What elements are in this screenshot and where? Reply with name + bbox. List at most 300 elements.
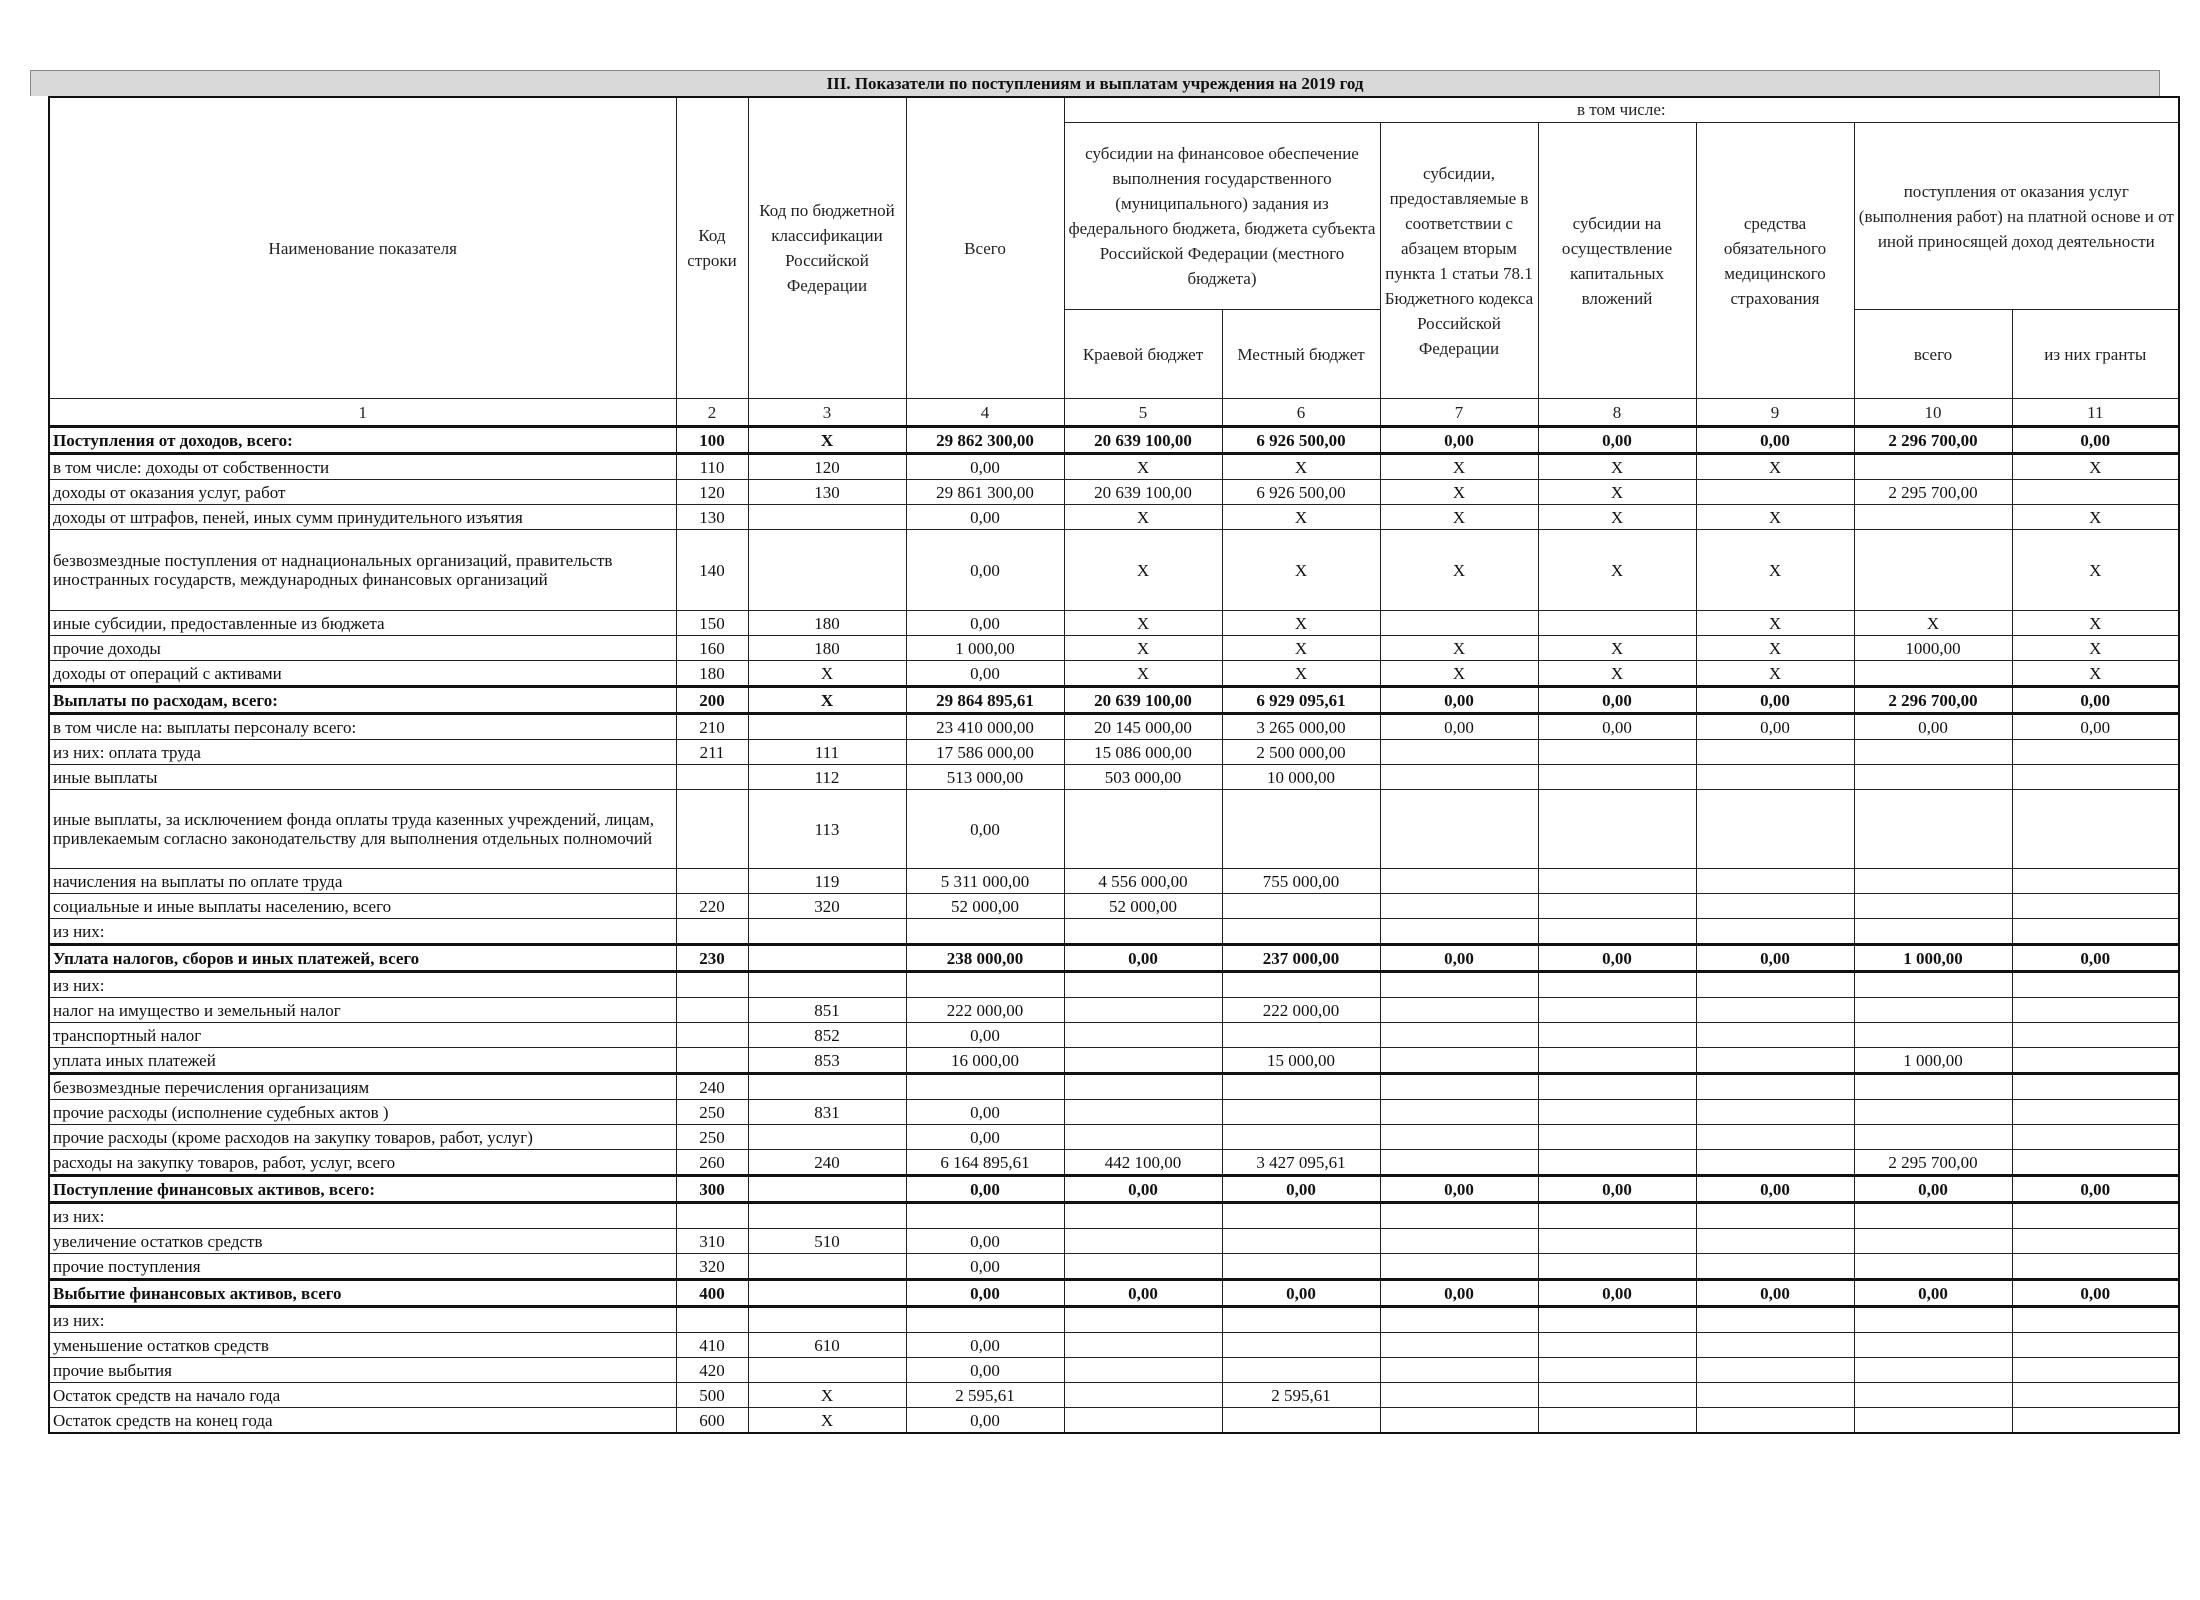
value-cell: [748, 1254, 906, 1280]
value-cell: 2 595,61: [906, 1383, 1064, 1408]
value-cell: 220: [676, 894, 748, 919]
value-cell: 113: [748, 790, 906, 869]
value-cell: [1538, 1333, 1696, 1358]
value-cell: 0,00: [906, 1023, 1064, 1048]
value-cell: [1380, 1383, 1538, 1408]
indicators-table: [48, 96, 2180, 1434]
value-cell: [1380, 1229, 1538, 1254]
value-cell: 250: [676, 1125, 748, 1150]
value-cell: X: [1538, 454, 1696, 480]
value-cell: 0,00: [1064, 1280, 1222, 1307]
value-cell: [1380, 1125, 1538, 1150]
value-cell: [1064, 1074, 1222, 1100]
value-cell: [1380, 1254, 1538, 1280]
value-cell: [1696, 1254, 1854, 1280]
indicator-name-cell: безвозмездные поступления от наднациональных организаций, правительств иностранных государств, международных финансовых организаций: [49, 530, 676, 611]
value-cell: [1222, 894, 1380, 919]
value-cell: [2012, 869, 2179, 894]
value-cell: 15 000,00: [1222, 1048, 1380, 1074]
value-cell: [2012, 1125, 2179, 1150]
value-cell: [2012, 1229, 2179, 1254]
table-row: [49, 1125, 2179, 1150]
column-number-cell: 7: [1380, 399, 1538, 427]
value-cell: 320: [676, 1254, 748, 1280]
value-cell: 20 639 100,00: [1064, 687, 1222, 714]
indicator-name-cell: социальные и иные выплаты населению, всего: [49, 894, 676, 919]
value-cell: [1538, 740, 1696, 765]
value-cell: 16 000,00: [906, 1048, 1064, 1074]
indicator-name-cell: из них:: [49, 972, 676, 998]
value-cell: X: [1064, 530, 1222, 611]
table-row: [49, 972, 2179, 998]
value-cell: [1064, 1229, 1222, 1254]
value-cell: [1380, 740, 1538, 765]
value-cell: X: [1380, 480, 1538, 505]
value-cell: [2012, 919, 2179, 945]
value-cell: [1854, 1333, 2012, 1358]
indicator-name-cell: прочие поступления: [49, 1254, 676, 1280]
value-cell: 20 639 100,00: [1064, 480, 1222, 505]
value-cell: 1000,00: [1854, 636, 2012, 661]
table-row: [49, 454, 2179, 480]
value-cell: 6 926 500,00: [1222, 427, 1380, 454]
value-cell: 852: [748, 1023, 906, 1048]
value-cell: 110: [676, 454, 748, 480]
value-cell: [1064, 1125, 1222, 1150]
value-cell: 0,00: [1064, 1176, 1222, 1203]
value-cell: 0,00: [2012, 427, 2179, 454]
value-cell: X: [1064, 636, 1222, 661]
table-body: [49, 427, 2179, 1434]
value-cell: 0,00: [1538, 1280, 1696, 1307]
value-cell: 510: [748, 1229, 906, 1254]
value-cell: [1538, 765, 1696, 790]
value-cell: 0,00: [906, 1358, 1064, 1383]
value-cell: [1222, 1307, 1380, 1333]
table-row: [49, 1358, 2179, 1383]
indicator-name-cell: в том числе: доходы от собственности: [49, 454, 676, 480]
value-cell: [1854, 1229, 2012, 1254]
value-cell: 0,00: [906, 505, 1064, 530]
value-cell: [1696, 1408, 1854, 1434]
value-cell: [1380, 1203, 1538, 1229]
value-cell: [2012, 740, 2179, 765]
value-cell: X: [1538, 661, 1696, 687]
indicator-name-cell: Остаток средств на начало года: [49, 1383, 676, 1408]
value-cell: 222 000,00: [1222, 998, 1380, 1023]
header-in-that: в том числе:: [1064, 97, 2179, 123]
indicator-name-cell: Поступления от доходов, всего:: [49, 427, 676, 454]
header-local-budget: Местный бюджет: [1222, 310, 1380, 399]
value-cell: 0,00: [906, 1280, 1064, 1307]
value-cell: 6 164 895,61: [906, 1150, 1064, 1176]
value-cell: [1696, 1125, 1854, 1150]
table-row: [49, 505, 2179, 530]
value-cell: [1696, 998, 1854, 1023]
value-cell: 0,00: [1538, 1176, 1696, 1203]
value-cell: 0,00: [1854, 1176, 2012, 1203]
table-row: [49, 1203, 2179, 1229]
value-cell: 52 000,00: [906, 894, 1064, 919]
value-cell: 0,00: [1538, 427, 1696, 454]
value-cell: X: [748, 661, 906, 687]
indicator-name-cell: в том числе на: выплаты персоналу всего:: [49, 714, 676, 740]
indicator-name-cell: Поступление финансовых активов, всего:: [49, 1176, 676, 1203]
value-cell: [906, 972, 1064, 998]
value-cell: [676, 869, 748, 894]
column-number-cell: 3: [748, 399, 906, 427]
value-cell: 503 000,00: [1064, 765, 1222, 790]
header-paid-grants: из них гранты: [2012, 310, 2179, 399]
value-cell: 0,00: [1222, 1176, 1380, 1203]
value-cell: X: [1696, 636, 1854, 661]
value-cell: 300: [676, 1176, 748, 1203]
value-cell: [2012, 972, 2179, 998]
value-cell: [2012, 1150, 2179, 1176]
indicator-name-cell: Уплата налогов, сборов и иных платежей, всего: [49, 945, 676, 972]
value-cell: 17 586 000,00: [906, 740, 1064, 765]
value-cell: [1696, 1203, 1854, 1229]
indicator-name-cell: прочие расходы (исполнение судебных актов ): [49, 1100, 676, 1125]
value-cell: [1538, 869, 1696, 894]
value-cell: 150: [676, 611, 748, 636]
value-cell: 0,00: [906, 454, 1064, 480]
value-cell: [1538, 1100, 1696, 1125]
table-row: [49, 636, 2179, 661]
value-cell: X: [748, 1383, 906, 1408]
value-cell: [2012, 1307, 2179, 1333]
value-cell: X: [1696, 530, 1854, 611]
column-number-cell: 11: [2012, 399, 2179, 427]
value-cell: [906, 1203, 1064, 1229]
value-cell: 15 086 000,00: [1064, 740, 1222, 765]
value-cell: 0,00: [906, 1333, 1064, 1358]
table-row: [49, 1176, 2179, 1203]
section-title: III. Показатели по поступлениям и выплатам учреждения на 2019 год: [30, 70, 2160, 96]
value-cell: 4 556 000,00: [1064, 869, 1222, 894]
value-cell: 1 000,00: [1854, 1048, 2012, 1074]
value-cell: [748, 714, 906, 740]
value-cell: 0,00: [906, 1229, 1064, 1254]
value-cell: [748, 1125, 906, 1150]
indicator-name-cell: прочие выбытия: [49, 1358, 676, 1383]
value-cell: 230: [676, 945, 748, 972]
header-paid-services: поступления от оказания услуг (выполнения работ) на платной основе и от иной приносящей доход деятельности: [1854, 123, 2179, 310]
value-cell: [1064, 1358, 1222, 1383]
value-cell: X: [1064, 611, 1222, 636]
value-cell: [1696, 1333, 1854, 1358]
value-cell: X: [1380, 636, 1538, 661]
value-cell: [1696, 869, 1854, 894]
value-cell: 10 000,00: [1222, 765, 1380, 790]
value-cell: [1538, 972, 1696, 998]
value-cell: 2 295 700,00: [1854, 1150, 2012, 1176]
value-cell: [2012, 790, 2179, 869]
value-cell: [748, 1176, 906, 1203]
indicator-name-cell: из них:: [49, 919, 676, 945]
value-cell: [1696, 1307, 1854, 1333]
value-cell: [1854, 1125, 2012, 1150]
table-row: [49, 1408, 2179, 1434]
value-cell: [1854, 869, 2012, 894]
value-cell: [1696, 1150, 1854, 1176]
header-code-budget: Код по бюджетной классификации Российской Федерации: [748, 97, 906, 399]
value-cell: X: [1696, 661, 1854, 687]
indicator-name-cell: транспортный налог: [49, 1023, 676, 1048]
value-cell: X: [1696, 454, 1854, 480]
value-cell: [1854, 894, 2012, 919]
value-cell: 3 427 095,61: [1222, 1150, 1380, 1176]
value-cell: [1538, 1229, 1696, 1254]
value-cell: 200: [676, 687, 748, 714]
value-cell: 0,00: [906, 530, 1064, 611]
value-cell: 320: [748, 894, 906, 919]
value-cell: X: [2012, 661, 2179, 687]
value-cell: [748, 945, 906, 972]
value-cell: [1538, 1150, 1696, 1176]
indicator-name-cell: доходы от операций с активами: [49, 661, 676, 687]
value-cell: [1064, 1307, 1222, 1333]
value-cell: [1696, 1023, 1854, 1048]
value-cell: [1380, 1150, 1538, 1176]
column-number-cell: 8: [1538, 399, 1696, 427]
value-cell: 0,00: [2012, 1280, 2179, 1307]
value-cell: [1538, 998, 1696, 1023]
value-cell: X: [1538, 530, 1696, 611]
value-cell: [1380, 1074, 1538, 1100]
value-cell: 2 295 700,00: [1854, 480, 2012, 505]
table-row: [49, 790, 2179, 869]
value-cell: [1854, 1100, 2012, 1125]
value-cell: [906, 1074, 1064, 1100]
value-cell: [1538, 894, 1696, 919]
value-cell: [1696, 919, 1854, 945]
indicator-name-cell: уменьшение остатков средств: [49, 1333, 676, 1358]
value-cell: 111: [748, 740, 906, 765]
value-cell: [1854, 1383, 2012, 1408]
value-cell: 0,00: [1064, 945, 1222, 972]
value-cell: [1854, 1023, 2012, 1048]
value-cell: [2012, 1048, 2179, 1074]
value-cell: 2 296 700,00: [1854, 687, 2012, 714]
column-number-cell: 1: [49, 399, 676, 427]
value-cell: [1696, 740, 1854, 765]
table-row: [49, 661, 2179, 687]
value-cell: X: [1064, 505, 1222, 530]
table-row: [49, 919, 2179, 945]
value-cell: 0,00: [906, 1100, 1064, 1125]
value-cell: [676, 972, 748, 998]
value-cell: [1222, 1023, 1380, 1048]
indicator-name-cell: Выплаты по расходам, всего:: [49, 687, 676, 714]
value-cell: 237 000,00: [1222, 945, 1380, 972]
value-cell: 0,00: [2012, 687, 2179, 714]
value-cell: 29 861 300,00: [906, 480, 1064, 505]
value-cell: [2012, 1023, 2179, 1048]
value-cell: [2012, 1074, 2179, 1100]
value-cell: 310: [676, 1229, 748, 1254]
value-cell: 0,00: [1380, 427, 1538, 454]
value-cell: 0,00: [906, 611, 1064, 636]
value-cell: X: [2012, 530, 2179, 611]
value-cell: [1854, 972, 2012, 998]
table-row: [49, 1333, 2179, 1358]
value-cell: [1696, 972, 1854, 998]
value-cell: [1064, 972, 1222, 998]
value-cell: [1854, 1254, 2012, 1280]
value-cell: 180: [676, 661, 748, 687]
value-cell: [1538, 1307, 1696, 1333]
table-row: [49, 530, 2179, 611]
value-cell: [2012, 1203, 2179, 1229]
value-cell: 0,00: [1380, 1280, 1538, 1307]
value-cell: 2 595,61: [1222, 1383, 1380, 1408]
value-cell: 0,00: [1380, 1176, 1538, 1203]
value-cell: 851: [748, 998, 906, 1023]
value-cell: [1064, 1203, 1222, 1229]
value-cell: [1538, 1383, 1696, 1408]
value-cell: [1064, 1023, 1222, 1048]
value-cell: [1696, 1229, 1854, 1254]
value-cell: [1222, 1229, 1380, 1254]
value-cell: 0,00: [1380, 714, 1538, 740]
value-cell: [1222, 1358, 1380, 1383]
value-cell: [748, 1307, 906, 1333]
column-number-cell: 5: [1064, 399, 1222, 427]
value-cell: 180: [748, 611, 906, 636]
value-cell: [1538, 1074, 1696, 1100]
value-cell: [1380, 1307, 1538, 1333]
value-cell: [2012, 1100, 2179, 1125]
table-row: [49, 945, 2179, 972]
table-row: [49, 765, 2179, 790]
value-cell: [1222, 972, 1380, 998]
indicator-name-cell: налог на имущество и земельный налог: [49, 998, 676, 1023]
value-cell: [1854, 661, 2012, 687]
value-cell: [1380, 790, 1538, 869]
value-cell: [1538, 919, 1696, 945]
value-cell: 29 864 895,61: [906, 687, 1064, 714]
value-cell: 0,00: [1222, 1280, 1380, 1307]
value-cell: [1222, 1203, 1380, 1229]
value-cell: [1696, 1383, 1854, 1408]
value-cell: [1538, 1254, 1696, 1280]
table-row: [49, 1307, 2179, 1333]
value-cell: [1064, 1333, 1222, 1358]
value-cell: [1696, 480, 1854, 505]
value-cell: 0,00: [1696, 714, 1854, 740]
value-cell: [748, 530, 906, 611]
table-row: [49, 1048, 2179, 1074]
value-cell: 0,00: [1696, 945, 1854, 972]
value-cell: [1538, 1125, 1696, 1150]
value-cell: X: [2012, 505, 2179, 530]
value-cell: 240: [748, 1150, 906, 1176]
value-cell: X: [2012, 636, 2179, 661]
indicator-name-cell: прочие доходы: [49, 636, 676, 661]
value-cell: X: [1222, 611, 1380, 636]
value-cell: [1222, 1074, 1380, 1100]
table-row: [49, 611, 2179, 636]
value-cell: 513 000,00: [906, 765, 1064, 790]
value-cell: [1380, 1358, 1538, 1383]
value-cell: 0,00: [1854, 714, 2012, 740]
value-cell: [748, 505, 906, 530]
value-cell: [676, 919, 748, 945]
value-cell: [748, 972, 906, 998]
value-cell: 755 000,00: [1222, 869, 1380, 894]
header-regional-budget: Краевой бюджет: [1064, 310, 1222, 399]
value-cell: 0,00: [1538, 714, 1696, 740]
value-cell: [1380, 1100, 1538, 1125]
value-cell: [1064, 1100, 1222, 1125]
value-cell: [1538, 1358, 1696, 1383]
indicator-name-cell: расходы на закупку товаров, работ, услуг, всего: [49, 1150, 676, 1176]
value-cell: 0,00: [1696, 1280, 1854, 1307]
value-cell: X: [1380, 454, 1538, 480]
value-cell: 0,00: [906, 661, 1064, 687]
table-row: [49, 427, 2179, 454]
value-cell: [2012, 1333, 2179, 1358]
value-cell: 2 296 700,00: [1854, 427, 2012, 454]
value-cell: 238 000,00: [906, 945, 1064, 972]
report-sheet: [34, 70, 2174, 1434]
value-cell: 0,00: [2012, 945, 2179, 972]
indicator-name-cell: увеличение остатков средств: [49, 1229, 676, 1254]
value-cell: 0,00: [1696, 1176, 1854, 1203]
value-cell: [906, 919, 1064, 945]
table-row: [49, 740, 2179, 765]
value-cell: 500: [676, 1383, 748, 1408]
value-cell: 420: [676, 1358, 748, 1383]
column-number-cell: 6: [1222, 399, 1380, 427]
value-cell: [1380, 998, 1538, 1023]
value-cell: X: [1064, 454, 1222, 480]
value-cell: [1538, 790, 1696, 869]
value-cell: [1538, 1408, 1696, 1434]
value-cell: 140: [676, 530, 748, 611]
table-header: [49, 97, 2179, 427]
table-row: [49, 1023, 2179, 1048]
table-row: [49, 894, 2179, 919]
value-cell: 0,00: [1380, 945, 1538, 972]
value-cell: 120: [748, 454, 906, 480]
value-cell: [676, 765, 748, 790]
value-cell: [1538, 611, 1696, 636]
table-row: [49, 1254, 2179, 1280]
value-cell: 6 926 500,00: [1222, 480, 1380, 505]
value-cell: 23 410 000,00: [906, 714, 1064, 740]
indicator-name-cell: иные выплаты, за исключением фонда оплаты труда казенных учреждений, лицам, привлекаемым согласно законодательству для выполнения отдельных полномочий: [49, 790, 676, 869]
value-cell: 853: [748, 1048, 906, 1074]
indicator-name-cell: иные субсидии, предоставленные из бюджета: [49, 611, 676, 636]
value-cell: 0,00: [906, 1176, 1064, 1203]
value-cell: 1 000,00: [1854, 945, 2012, 972]
value-cell: 0,00: [906, 1125, 1064, 1150]
value-cell: 112: [748, 765, 906, 790]
indicator-name-cell: безвозмездные перечисления организациям: [49, 1074, 676, 1100]
value-cell: [1064, 1048, 1222, 1074]
value-cell: X: [1380, 530, 1538, 611]
value-cell: 0,00: [906, 1408, 1064, 1434]
value-cell: 29 862 300,00: [906, 427, 1064, 454]
value-cell: 0,00: [1380, 687, 1538, 714]
header-name: Наименование показателя: [49, 97, 676, 399]
value-cell: X: [2012, 454, 2179, 480]
value-cell: [1064, 1254, 1222, 1280]
value-cell: [1696, 1100, 1854, 1125]
column-number-cell: 10: [1854, 399, 2012, 427]
